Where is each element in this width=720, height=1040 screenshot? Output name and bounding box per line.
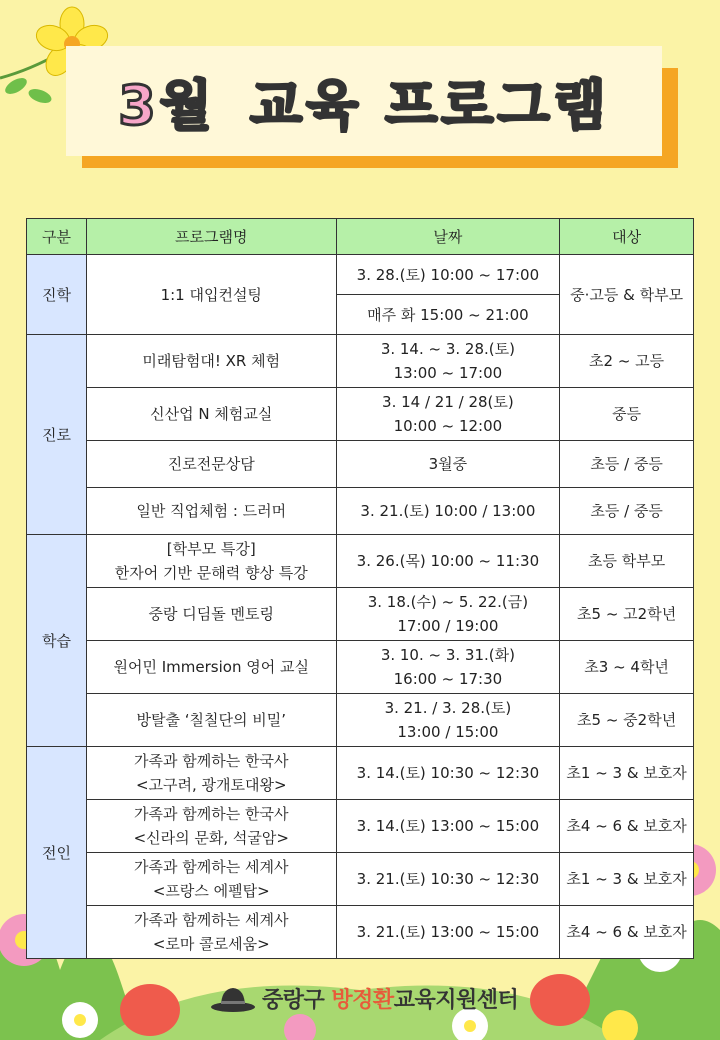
program-date-line: 3월중 <box>428 455 468 473</box>
program-date <box>336 295 560 335</box>
program-date-line: 3. 14.(토) 13:00 ~ 15:00 <box>356 817 540 835</box>
footer-org-prefix: 중랑구 <box>262 987 332 1013</box>
table-row <box>27 535 694 588</box>
program-date-line: 10:00 ~ 12:00 <box>393 417 503 435</box>
page-title <box>66 46 662 156</box>
table-row <box>27 255 694 295</box>
program-date <box>336 641 560 694</box>
header-category: 구분 <box>27 219 87 255</box>
program-date-line: 3. 28.(토) 10:00 ~ 17:00 <box>356 265 540 284</box>
program-date-line: 3. 21. / 3. 28.(토) <box>384 699 512 717</box>
table-row <box>27 641 694 694</box>
table-row <box>27 906 694 959</box>
table-row <box>27 488 694 535</box>
table-row <box>27 588 694 641</box>
table-row <box>27 441 694 488</box>
title-program: 교육 프로그램 <box>249 73 610 137</box>
program-name-line: 한자어 기반 문해력 향상 특강 <box>114 564 308 582</box>
table-header-row <box>27 219 694 255</box>
program-name <box>86 906 336 959</box>
category-cell: 전인 <box>27 747 87 959</box>
program-target: 초3 ~ 4학년 <box>560 641 694 694</box>
program-name-line: 가족과 함께하는 세계사 <box>134 858 289 876</box>
program-date <box>336 588 560 641</box>
program-target: 초1 ~ 3 & 보호자 <box>560 853 694 906</box>
program-date-line: 3. 21.(토) 13:00 ~ 15:00 <box>356 923 540 941</box>
program-name-line: 일반 직업체험 : 드러머 <box>136 502 287 520</box>
program-date-line: 3. 26.(목) 10:00 ~ 11:30 <box>356 552 540 570</box>
program-name <box>86 641 336 694</box>
program-date-line: 17:00 / 19:00 <box>397 617 499 635</box>
program-name-line: 가족과 함께하는 한국사 <box>134 805 289 823</box>
program-name-line: <신라의 문화, 석굴암> <box>133 829 289 847</box>
program-date-line: 3. 10. ~ 3. 31.(화) <box>380 646 515 664</box>
title-month: 3월 <box>118 73 216 137</box>
program-date-line: 3. 14 / 21 / 28(토) <box>382 393 514 411</box>
program-target: 초5 ~ 고2학년 <box>560 588 694 641</box>
program-date <box>336 388 560 441</box>
program-date-line: 3. 18.(수) ~ 5. 22.(금) <box>367 593 529 611</box>
category-cell: 진로 <box>27 335 87 535</box>
header-name: 프로그램명 <box>86 219 336 255</box>
program-name-line: <프랑스 에펠탑> <box>152 882 270 900</box>
program-name <box>86 853 336 906</box>
program-target: 중등 <box>560 388 694 441</box>
program-target: 초4 ~ 6 & 보호자 <box>560 800 694 853</box>
footer-org-accent: 방정환 <box>331 987 394 1013</box>
table-row <box>27 388 694 441</box>
program-date-line: 3. 21.(토) 10:30 ~ 12:30 <box>356 870 540 888</box>
program-name <box>86 488 336 535</box>
program-name-line: 1:1 대입컨설팅 <box>160 285 262 304</box>
program-date-line: 13:00 ~ 17:00 <box>393 364 503 382</box>
program-target: 초5 ~ 중2학년 <box>560 694 694 747</box>
program-date <box>336 800 560 853</box>
header-date: 날짜 <box>336 219 560 255</box>
table-row <box>27 335 694 388</box>
program-name-line: 진로전문상담 <box>167 455 255 473</box>
program-name <box>86 441 336 488</box>
program-target: 초등 / 중등 <box>560 488 694 535</box>
program-target: 초2 ~ 고등 <box>560 335 694 388</box>
program-name-line: 미래탐험대! XR 체험 <box>142 352 281 370</box>
header-target: 대상 <box>560 219 694 255</box>
program-date-line: 16:00 ~ 17:30 <box>393 670 503 688</box>
program-date <box>336 488 560 535</box>
table-row <box>27 853 694 906</box>
program-name-line: 가족과 함께하는 세계사 <box>134 911 289 929</box>
program-name <box>86 694 336 747</box>
program-target: 초등 / 중등 <box>560 441 694 488</box>
program-target: 초등 학부모 <box>560 535 694 588</box>
program-target: 중·고등 & 학부모 <box>560 255 694 335</box>
program-table <box>26 218 694 959</box>
program-target: 초4 ~ 6 & 보호자 <box>560 906 694 959</box>
program-date-line: 매주 화 15:00 ~ 21:00 <box>367 305 529 324</box>
footer-org-suffix: 교육지원센터 <box>393 987 519 1013</box>
program-name-line: 방탈출 ‘칠칠단의 비밀’ <box>136 711 286 729</box>
program-date-line: 3. 14. ~ 3. 28.(토) <box>380 340 515 358</box>
footer-org-name <box>262 983 518 1014</box>
category-cell: 학습 <box>27 535 87 747</box>
program-date <box>336 335 560 388</box>
program-name-line: 신산업 N 체험교실 <box>150 405 273 423</box>
hat-icon <box>210 983 256 1013</box>
program-name-line: <고구려, 광개토대왕> <box>135 776 287 794</box>
program-name-line: 중랑 디딤돌 멘토링 <box>148 605 274 623</box>
program-date <box>336 694 560 747</box>
program-target: 초1 ~ 3 & 보호자 <box>560 747 694 800</box>
table-row <box>27 800 694 853</box>
footer-logo <box>210 976 530 1020</box>
program-date <box>336 853 560 906</box>
program-name-line: 원어민 Immersion 영어 교실 <box>113 658 309 676</box>
program-date <box>336 906 560 959</box>
program-name <box>86 747 336 800</box>
program-name <box>86 800 336 853</box>
program-name <box>86 255 336 335</box>
program-name <box>86 588 336 641</box>
program-name-line: [학부모 특강] <box>166 540 256 558</box>
program-date <box>336 255 560 295</box>
program-name <box>86 535 336 588</box>
program-name-line: 가족과 함께하는 한국사 <box>134 752 289 770</box>
program-name <box>86 335 336 388</box>
table-row <box>27 747 694 800</box>
program-date <box>336 535 560 588</box>
program-date <box>336 441 560 488</box>
program-name-line: <로마 콜로세움> <box>152 935 270 953</box>
table-row <box>27 694 694 747</box>
program-date <box>336 747 560 800</box>
program-name <box>86 388 336 441</box>
program-date-line: 3. 21.(토) 10:00 / 13:00 <box>360 502 536 520</box>
program-date-line: 3. 14.(토) 10:30 ~ 12:30 <box>356 764 540 782</box>
program-date-line: 13:00 / 15:00 <box>397 723 499 741</box>
category-cell: 진학 <box>27 255 87 335</box>
